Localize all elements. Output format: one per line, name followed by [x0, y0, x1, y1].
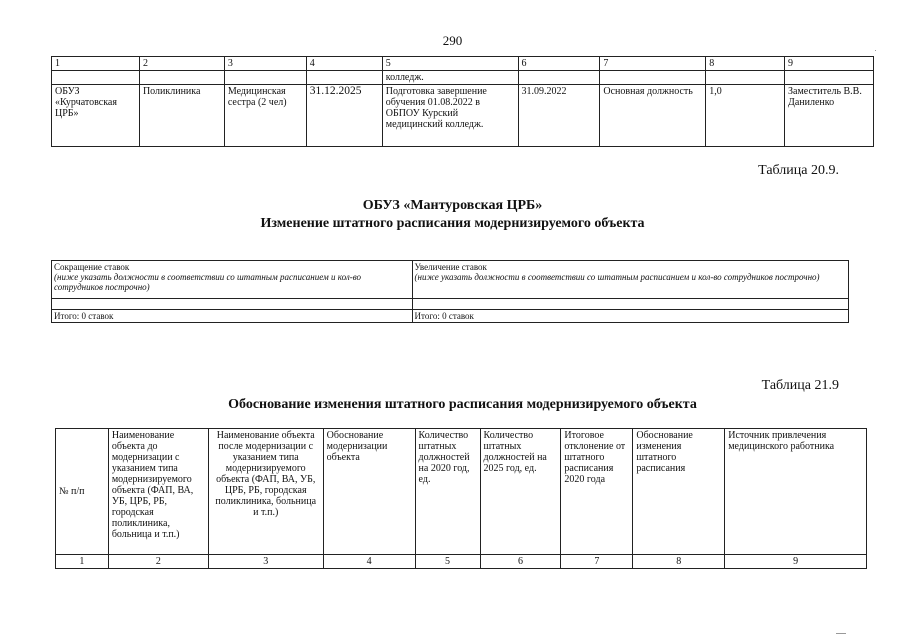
staff-change-table [51, 260, 849, 323]
column-number-row [52, 57, 874, 71]
header-deviation: Итоговое отклонение от штатного расписания 2020 года [561, 429, 633, 555]
justification-header-row [56, 429, 867, 555]
date2-cell: 31.09.2022 [518, 85, 600, 147]
col-number: 6 [480, 555, 561, 569]
column-number-row [56, 555, 867, 569]
col-number: 5 [415, 555, 480, 569]
col-number: 8 [633, 555, 725, 569]
empty-row [52, 299, 849, 310]
table-row [52, 85, 874, 147]
header-object-before: Наименование объекта до модернизации с указанием типа модернизируемого объекта (ФАП, ВА, УБ, ЦРБ, РБ, городская поликлиника, больница и т.п.) [108, 429, 208, 555]
col-number: 8 [706, 57, 785, 71]
header-source: Источник привлечения медицинского работника [725, 429, 867, 555]
section-title-change: Изменение штатного расписания модернизируемого объекта [260, 216, 645, 231]
continued-row [52, 71, 874, 85]
reduction-header [52, 261, 413, 299]
reduction-total: Итого: 0 ставок [52, 310, 413, 323]
preparation-cell: Подготовка завершение обучения 01.08.2022 в ОБПОУ Курский медицинский колледж. [382, 85, 518, 147]
header-count-2025: Количество штатных должностей на 2025 год, ед. [480, 429, 561, 555]
col-number: 7 [600, 57, 706, 71]
reduction-title: Сокращение ставок [54, 262, 130, 272]
subdivision-cell: Поликлиника [139, 85, 224, 147]
rate-cell: 1,0 [706, 85, 785, 147]
col-number: 2 [139, 57, 224, 71]
reduction-note: (ниже указать должности в соответствии со штатным расписанием и кол-во сотрудников построчно) [54, 272, 362, 292]
col-number: 4 [306, 57, 382, 71]
col-number: 4 [323, 555, 415, 569]
page-number: 290 [442, 33, 463, 48]
increase-title: Увеличение ставок [414, 262, 487, 272]
scan-speck [875, 50, 876, 51]
date-cell: 31.12.2025 [306, 85, 382, 147]
col-number: 6 [518, 57, 600, 71]
increase-header [412, 261, 848, 299]
col-number: 5 [382, 57, 518, 71]
header-number: № п/п [56, 429, 109, 555]
scan-speck [836, 633, 846, 634]
org-cell: ОБУЗ «Курчатовская ЦРБ» [52, 85, 140, 147]
header-count-2020: Количество штатных должностей на 2020 год, ед. [415, 429, 480, 555]
table-caption: Таблица 20.9. [758, 163, 839, 178]
col-number: 2 [108, 555, 208, 569]
col-number: 3 [224, 57, 306, 71]
col-number: 1 [52, 57, 140, 71]
header-change-reason: Обоснование изменения штатного расписания [633, 429, 725, 555]
position-cell: Медицинская сестра (2 чел) [224, 85, 306, 147]
continued-cell: колледж. [382, 71, 518, 85]
header-object-after: Наименование объекта после модернизации с указанием типа модернизируемого объекта (ФАП, ВА, УБ, ЦРБ, РБ, городская поликлиника, больница и т.п.) [208, 429, 323, 555]
table-caption: Таблица 21.9 [761, 378, 839, 393]
increase-total: Итого: 0 ставок [412, 310, 848, 323]
col-number: 9 [785, 57, 874, 71]
col-number: 9 [725, 555, 867, 569]
responsible-cell: Заместитель В.В. Даниленко [785, 85, 874, 147]
staff-change-header-row [52, 261, 849, 299]
col-number: 3 [208, 555, 323, 569]
staffing-table-continued [51, 56, 874, 147]
increase-note: (ниже указать должности в соответствии со штатным расписанием и кол-во сотрудников построчно) [414, 272, 820, 282]
header-justification: Обоснование модернизации объекта [323, 429, 415, 555]
section-title-justification: Обоснование изменения штатного расписания модернизируемого объекта [228, 397, 697, 412]
total-row [52, 310, 849, 323]
col-number: 1 [56, 555, 109, 569]
type-cell: Основная должность [600, 85, 706, 147]
col-number: 7 [561, 555, 633, 569]
justification-table [55, 428, 867, 569]
section-title-org: ОБУЗ «Мантуровская ЦРБ» [362, 198, 543, 213]
